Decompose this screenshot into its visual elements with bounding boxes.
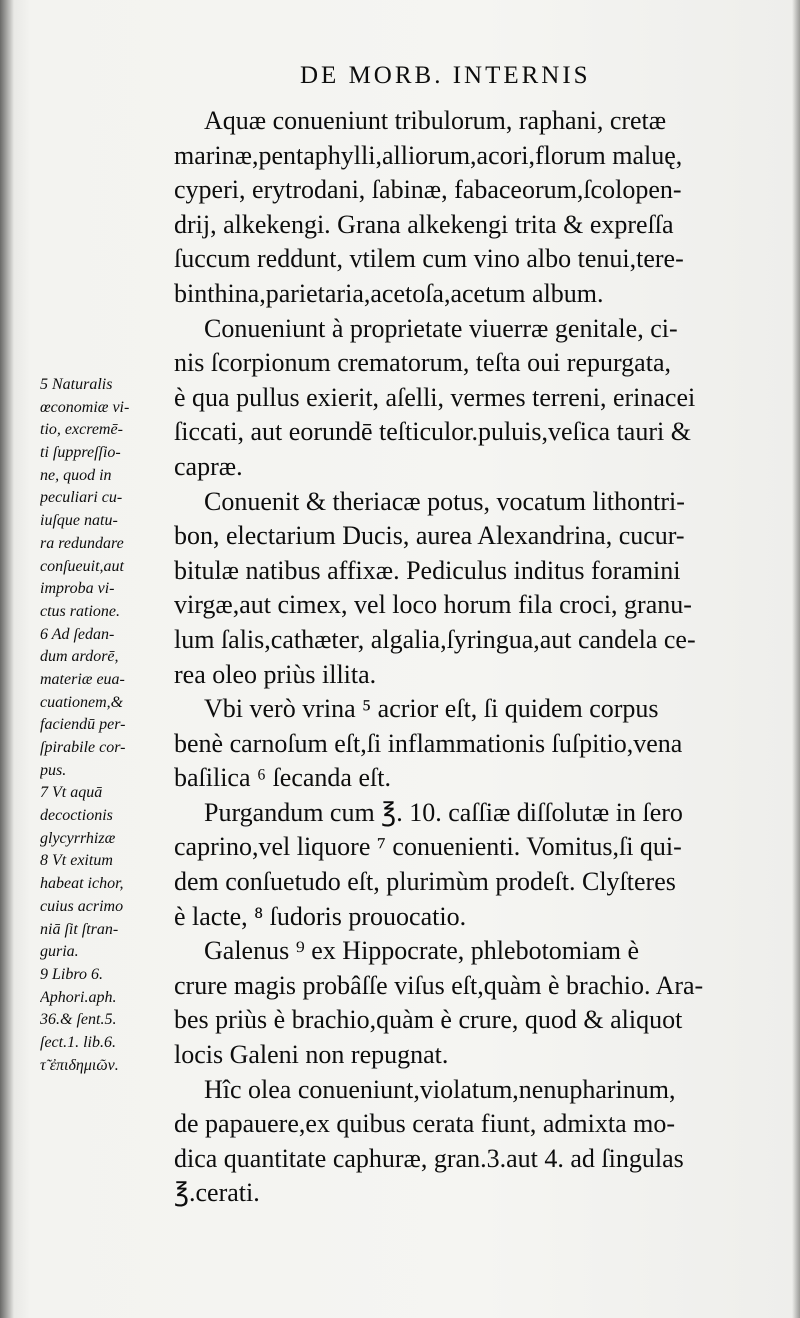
margin-note-line: 36.& ſent.5. <box>40 1011 117 1029</box>
margin-note-line: ne, quod in <box>40 466 112 484</box>
margin-note-line: 6 Ad ſedan- <box>40 625 115 643</box>
text-line: è lacte, ⁸ ſudoris prouocatio. <box>174 901 467 931</box>
running-header: DE MORB. INTERNIS <box>300 62 591 89</box>
margin-note-line: tio, excremē- <box>40 421 123 439</box>
text-line: bon, electarium Ducis, aurea Alexandrina, cucur- <box>174 521 685 551</box>
text-line: dem conſuetudo eſt, plurimùm prodeſt. Clyſteres <box>174 867 676 897</box>
text-line: capræ. <box>174 451 243 481</box>
margin-note-line: ctus ratione. <box>40 602 120 620</box>
margin-note-line: conſueuit,aut <box>40 557 124 575</box>
text-line: locis Galeni non repugnat. <box>174 1040 449 1070</box>
margin-note-line: habeat ichor, <box>40 875 124 893</box>
margin-note-line: cuius acrimo <box>40 897 124 915</box>
margin-note-line: peculiari cu- <box>40 489 123 507</box>
margin-note-line: Aphori.aph. <box>40 988 117 1006</box>
margin-note-line: materiæ eua- <box>40 670 125 688</box>
page-edge-shadow <box>792 0 800 1318</box>
text-line: binthina,parietaria,acetoſa,acetum album. <box>174 278 604 308</box>
text-line: Hîc olea conueniunt,violatum,nenupharinum, <box>204 1074 676 1104</box>
margin-note-line: œconomiæ vi- <box>40 398 130 416</box>
margin-note-line: pus. <box>40 761 67 779</box>
text-line: bitulæ natibus affixæ. Pediculus inditus foramini <box>174 555 681 585</box>
margin-note-line: glycyrrhizæ <box>40 829 116 847</box>
text-line: baſilica ⁶ ſecanda eſt. <box>174 763 391 793</box>
text-line: Galenus ⁹ ex Hippocrate, phlebotomiam è <box>204 936 640 966</box>
margin-note-line: cuationem,& <box>40 693 124 711</box>
margin-note-line: decoctionis <box>40 807 113 825</box>
text-line: bes priùs è brachio,quàm è crure, quod & aliquot <box>174 1005 683 1035</box>
margin-note-line: improba vi- <box>40 580 115 598</box>
margin-note-line: dum ardorē, <box>40 648 119 666</box>
text-line: è qua pullus exierit, aſelli, vermes terreni, erinacei <box>174 382 696 412</box>
text-line: Aquæ conueniunt tribulorum, raphani, cretæ <box>204 106 667 135</box>
text-line: ſiccati, aut eorundē teſticulor.puluis,veſica tauri & <box>174 417 691 447</box>
page-gutter-shadow <box>0 0 14 1318</box>
text-line: cyperi, erytrodani, ſabinæ, fabaceorum,ſcolopen- <box>174 175 682 205</box>
margin-note-line: 7 Vt aquā <box>40 784 103 802</box>
margin-notes <box>40 374 180 1077</box>
text-line: benè carnoſum eſt,ſi inflammationis ſuſpitio,vena <box>174 728 683 758</box>
text-line: virgæ,aut cimex, vel loco horum fila croci, granu- <box>174 590 692 620</box>
margin-note-line: ſpirabile cor- <box>40 739 126 756</box>
text-line: Conueniunt à proprietate viuerræ genitale, ci- <box>204 313 678 343</box>
margin-note-line: faciendū per- <box>40 716 126 734</box>
margin-note-line: 8 Vt exitum <box>40 852 113 870</box>
margin-note-line: guria. <box>40 943 79 961</box>
margin-note-line: iuſque natu- <box>40 512 118 530</box>
text-line: Conuenit & theriacæ potus, vocatum lithontri- <box>204 486 685 516</box>
margin-note-line: τ̃ ἐπιδημιῶν. <box>40 1056 119 1074</box>
main-text-column <box>174 104 764 1211</box>
margin-note-line: 9 Libro 6. <box>40 965 103 983</box>
text-line: Vbi verò vrina ⁵ acrior eſt, ſi quidem corpus <box>204 694 659 724</box>
text-line: rea oleo priùs illita. <box>174 659 377 689</box>
text-line: lum ſalis,cathæter, algalia,ſyringua,aut candela ce- <box>174 624 696 654</box>
text-line: drij, alkekengi. Grana alkekengi trita & expreſſa <box>174 209 674 239</box>
margin-note-line: ra redundare <box>40 534 124 552</box>
text-line: crure magis probâſſe viſus eſt,quàm è brachio. Ara- <box>174 970 704 1000</box>
text-line: marinæ,pentaphylli,alliorum,acori,florum maluę, <box>174 140 683 170</box>
margin-note-line: ti ſuppreſſio- <box>40 444 121 462</box>
margin-note-line: niā ſit ſtran- <box>40 920 119 938</box>
text-line: de papauere,ex quibus cerata fiunt, admixta mo- <box>174 1109 676 1139</box>
margin-note-line: 5 Naturalis <box>40 376 113 393</box>
text-line: caprino,vel liquore ⁷ conuenienti. Vomitus,ſi qui- <box>174 832 682 862</box>
text-line: ſuccum reddunt, vtilem cum vino albo tenui,tere- <box>174 244 684 274</box>
margin-note-line: ſect.1. lib.6. <box>40 1033 116 1051</box>
text-line: ℥.cerati. <box>174 1178 260 1208</box>
text-line: nis ſcorpionum crematorum, teſta oui repurgata, <box>174 348 671 378</box>
text-line: Purgandum cum ℥. 10. caſſiæ diſſolutæ in ſero <box>204 797 683 827</box>
text-line: dica quantitate caphuræ, gran.3.aut 4. ad ſingulas <box>174 1143 684 1173</box>
